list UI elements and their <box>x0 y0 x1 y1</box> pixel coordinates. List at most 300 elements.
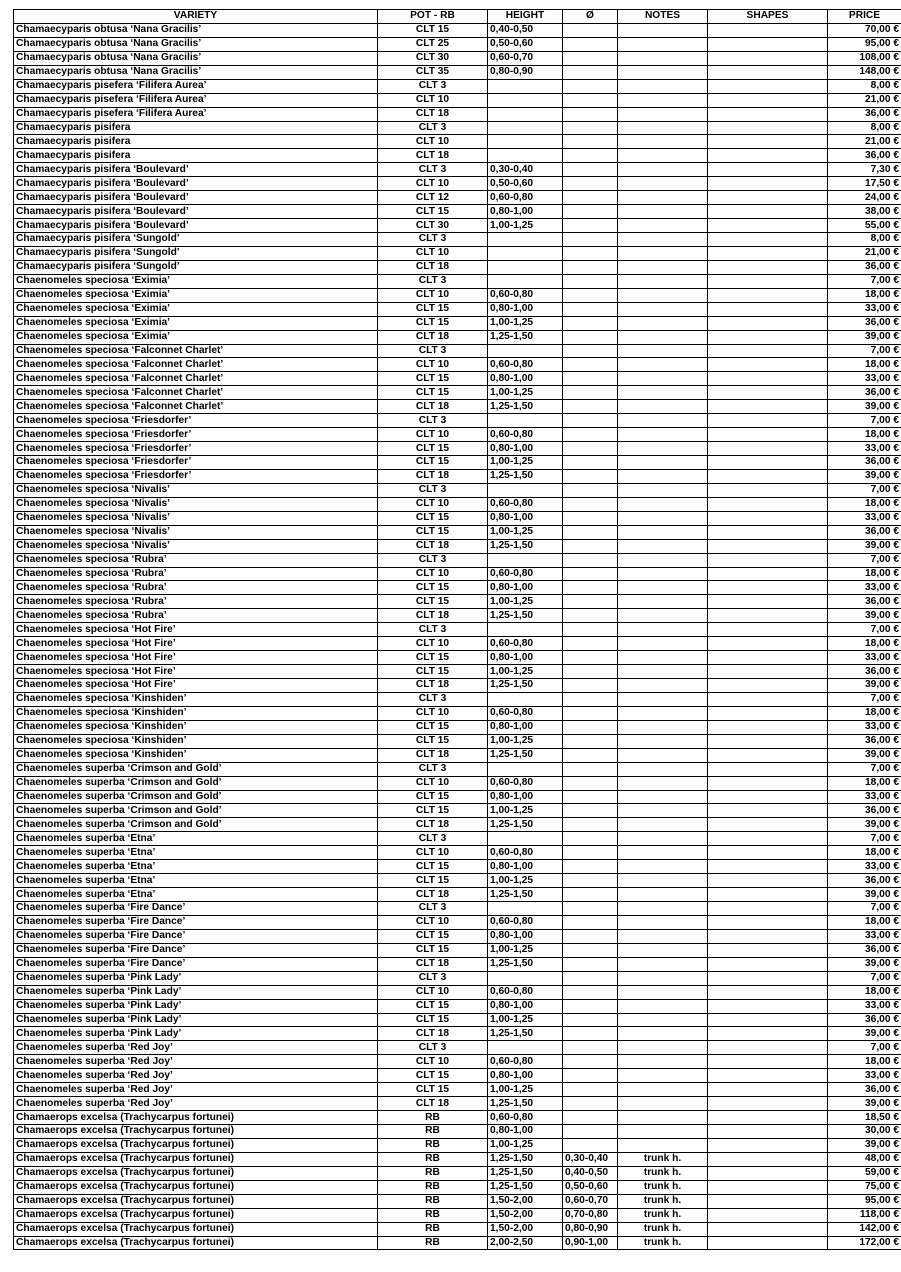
variety-cell: Chaenomeles superba ‘Crimson and Gold’ <box>14 818 378 832</box>
shapes-cell <box>708 1097 828 1111</box>
diameter-cell <box>563 692 618 706</box>
shapes-cell <box>708 720 828 734</box>
variety-cell: Chaenomeles speciosa ‘Rubra’ <box>14 609 378 623</box>
shapes-cell <box>708 428 828 442</box>
price-cell: 33,00 € <box>828 790 901 804</box>
notes-cell <box>618 525 708 539</box>
price-cell: 7,00 € <box>828 274 901 288</box>
shapes-cell <box>708 191 828 205</box>
pot-cell: CLT 25 <box>378 37 488 51</box>
price-cell: 18,00 € <box>828 706 901 720</box>
table-row <box>14 469 901 483</box>
diameter-cell <box>563 302 618 316</box>
price-cell: 33,00 € <box>828 999 901 1013</box>
diameter-cell <box>563 163 618 177</box>
price-cell: 7,00 € <box>828 344 901 358</box>
diameter-cell <box>563 929 618 943</box>
notes-cell <box>618 456 708 470</box>
height-cell: 0,60-0,80 <box>488 358 563 372</box>
notes-cell <box>618 818 708 832</box>
shapes-cell <box>708 177 828 191</box>
height-cell: 1,00-1,25 <box>488 1013 563 1027</box>
price-cell: 33,00 € <box>828 651 901 665</box>
variety-cell: Chamaecyparis pisefera ‘Filifera Aurea’ <box>14 107 378 121</box>
height-cell: 0,80-1,00 <box>488 999 563 1013</box>
height-cell: 1,25-1,50 <box>488 609 563 623</box>
pot-cell: CLT 10 <box>378 497 488 511</box>
pot-cell: CLT 3 <box>378 623 488 637</box>
diameter-cell <box>563 943 618 957</box>
notes-cell <box>618 748 708 762</box>
shapes-cell <box>708 1041 828 1055</box>
shapes-cell <box>708 1222 828 1236</box>
notes-cell <box>618 205 708 219</box>
price-cell: 18,00 € <box>828 288 901 302</box>
diameter-cell <box>563 442 618 456</box>
diameter-cell <box>563 65 618 79</box>
shapes-cell <box>708 1069 828 1083</box>
notes-cell <box>618 999 708 1013</box>
notes-cell <box>618 1111 708 1125</box>
table-row <box>14 386 901 400</box>
diameter-cell <box>563 762 618 776</box>
diameter-cell <box>563 483 618 497</box>
pot-cell: CLT 3 <box>378 163 488 177</box>
height-cell: 0,80-1,00 <box>488 511 563 525</box>
height-cell: 0,60-0,80 <box>488 915 563 929</box>
price-cell: 18,00 € <box>828 428 901 442</box>
notes-cell <box>618 1125 708 1139</box>
variety-cell: Chaenomeles superba ‘Red Joy’ <box>14 1041 378 1055</box>
shapes-cell <box>708 37 828 51</box>
diameter-cell <box>563 107 618 121</box>
variety-cell: Chamaecyparis pisifera ‘Sungold’ <box>14 246 378 260</box>
table-row <box>14 832 901 846</box>
diameter-cell <box>563 581 618 595</box>
shapes-cell <box>708 1152 828 1166</box>
height-cell: 1,25-1,50 <box>488 469 563 483</box>
price-cell: 36,00 € <box>828 734 901 748</box>
height-cell: 0,80-1,00 <box>488 302 563 316</box>
diameter-cell <box>563 832 618 846</box>
notes-cell <box>618 846 708 860</box>
notes-cell <box>618 1083 708 1097</box>
shapes-cell <box>708 205 828 219</box>
shapes-cell <box>708 957 828 971</box>
height-cell: 0,80-1,00 <box>488 581 563 595</box>
table-row <box>14 888 901 902</box>
shapes-cell <box>708 65 828 79</box>
notes-cell <box>618 511 708 525</box>
notes-cell: trunk h. <box>618 1166 708 1180</box>
notes-cell <box>618 400 708 414</box>
shapes-cell <box>708 623 828 637</box>
height-cell: 1,00-1,25 <box>488 316 563 330</box>
notes-cell <box>618 274 708 288</box>
height-cell <box>488 414 563 428</box>
notes-cell <box>618 971 708 985</box>
table-row <box>14 846 901 860</box>
diameter-cell <box>563 260 618 274</box>
shapes-cell <box>708 692 828 706</box>
height-cell: 1,25-1,50 <box>488 957 563 971</box>
table-row <box>14 595 901 609</box>
diameter-cell <box>563 1083 618 1097</box>
price-cell: 33,00 € <box>828 860 901 874</box>
notes-cell <box>618 23 708 37</box>
shapes-cell <box>708 679 828 693</box>
height-cell <box>488 246 563 260</box>
table-row <box>14 1180 901 1194</box>
diameter-cell <box>563 985 618 999</box>
table-row <box>14 1055 901 1069</box>
pot-cell: CLT 18 <box>378 1097 488 1111</box>
variety-cell: Chamaecyparis pisefera ‘Filifera Aurea’ <box>14 79 378 93</box>
shapes-cell <box>708 163 828 177</box>
shapes-cell <box>708 1138 828 1152</box>
shapes-cell <box>708 1208 828 1222</box>
diameter-cell <box>563 456 618 470</box>
table-header-row <box>14 10 901 24</box>
notes-cell <box>618 233 708 247</box>
pot-cell: CLT 10 <box>378 985 488 999</box>
table-row <box>14 344 901 358</box>
diameter-cell <box>563 665 618 679</box>
variety-cell: Chamaecyparis obtusa ‘Nana Gracilis’ <box>14 23 378 37</box>
diameter-cell <box>563 818 618 832</box>
shapes-cell <box>708 121 828 135</box>
height-cell <box>488 135 563 149</box>
height-cell: 0,50-0,60 <box>488 37 563 51</box>
pot-cell: CLT 18 <box>378 1027 488 1041</box>
variety-cell: Chaenomeles speciosa ‘Rubra’ <box>14 595 378 609</box>
pot-cell: CLT 3 <box>378 274 488 288</box>
price-cell: 36,00 € <box>828 525 901 539</box>
price-cell: 33,00 € <box>828 720 901 734</box>
notes-cell <box>618 679 708 693</box>
shapes-cell <box>708 79 828 93</box>
table-row <box>14 93 901 107</box>
pot-cell: CLT 3 <box>378 902 488 916</box>
notes-cell <box>618 734 708 748</box>
shapes-cell <box>708 776 828 790</box>
diameter-cell <box>563 400 618 414</box>
table-row <box>14 665 901 679</box>
height-cell: 0,80-1,00 <box>488 372 563 386</box>
shapes-cell <box>708 149 828 163</box>
pot-cell: RB <box>378 1236 488 1250</box>
price-cell: 172,00 € <box>828 1236 901 1250</box>
price-cell: 36,00 € <box>828 107 901 121</box>
table-row <box>14 302 901 316</box>
notes-cell <box>618 637 708 651</box>
height-cell: 1,25-1,50 <box>488 400 563 414</box>
pot-cell: CLT 18 <box>378 609 488 623</box>
price-cell: 75,00 € <box>828 1180 901 1194</box>
notes-cell <box>618 219 708 233</box>
price-cell: 18,00 € <box>828 915 901 929</box>
variety-cell: Chaenomeles superba ‘Red Joy’ <box>14 1055 378 1069</box>
variety-cell: Chaenomeles superba ‘Red Joy’ <box>14 1069 378 1083</box>
shapes-cell <box>708 400 828 414</box>
shapes-cell <box>708 1236 828 1250</box>
variety-cell: Chaenomeles speciosa ‘Eximia’ <box>14 288 378 302</box>
pot-cell: CLT 3 <box>378 344 488 358</box>
height-cell: 1,25-1,50 <box>488 818 563 832</box>
notes-cell <box>618 706 708 720</box>
diameter-cell <box>563 344 618 358</box>
price-cell: 33,00 € <box>828 581 901 595</box>
pot-cell: CLT 18 <box>378 957 488 971</box>
pot-cell: CLT 15 <box>378 929 488 943</box>
shapes-cell <box>708 846 828 860</box>
height-cell: 0,80-1,00 <box>488 651 563 665</box>
notes-cell <box>618 246 708 260</box>
diameter-cell <box>563 679 618 693</box>
diameter-cell <box>563 1069 618 1083</box>
diameter-cell <box>563 358 618 372</box>
price-cell: 142,00 € <box>828 1222 901 1236</box>
shapes-cell <box>708 260 828 274</box>
diameter-cell <box>563 595 618 609</box>
notes-cell <box>618 149 708 163</box>
notes-cell <box>618 1138 708 1152</box>
variety-cell: Chaenomeles superba ‘Fire Dance’ <box>14 902 378 916</box>
table-row <box>14 818 901 832</box>
height-cell <box>488 623 563 637</box>
table-row <box>14 1208 901 1222</box>
height-cell <box>488 93 563 107</box>
diameter-cell: 0,90-1,00 <box>563 1236 618 1250</box>
table-row <box>14 1125 901 1139</box>
notes-cell: trunk h. <box>618 1208 708 1222</box>
notes-cell <box>618 469 708 483</box>
notes-cell <box>618 776 708 790</box>
shapes-cell <box>708 874 828 888</box>
pot-cell: CLT 15 <box>378 456 488 470</box>
variety-cell: Chamaecyparis pisifera <box>14 135 378 149</box>
pot-cell: CLT 15 <box>378 205 488 219</box>
notes-cell <box>618 93 708 107</box>
pot-cell: CLT 3 <box>378 832 488 846</box>
variety-cell: Chaenomeles speciosa ‘Falconnet Charlet’ <box>14 372 378 386</box>
height-cell: 1,50-2,00 <box>488 1208 563 1222</box>
height-cell: 0,60-0,80 <box>488 706 563 720</box>
diameter-cell: 0,30-0,40 <box>563 1152 618 1166</box>
pot-cell: CLT 15 <box>378 316 488 330</box>
diameter-cell <box>563 511 618 525</box>
notes-cell <box>618 692 708 706</box>
diameter-cell <box>563 804 618 818</box>
price-cell: 36,00 € <box>828 386 901 400</box>
price-cell: 36,00 € <box>828 316 901 330</box>
variety-cell: Chamaecyparis pisifera ‘Boulevard’ <box>14 177 378 191</box>
pot-cell: CLT 15 <box>378 720 488 734</box>
pot-cell: CLT 15 <box>378 1069 488 1083</box>
header-diameter: Ø <box>563 10 618 24</box>
shapes-cell <box>708 330 828 344</box>
variety-cell: Chaenomeles superba ‘Crimson and Gold’ <box>14 776 378 790</box>
notes-cell <box>618 442 708 456</box>
diameter-cell <box>563 1041 618 1055</box>
height-cell: 0,80-1,00 <box>488 1069 563 1083</box>
notes-cell <box>618 330 708 344</box>
price-cell: 7,00 € <box>828 553 901 567</box>
height-cell: 0,80-1,00 <box>488 1125 563 1139</box>
height-cell: 1,25-1,50 <box>488 539 563 553</box>
table-row <box>14 1041 901 1055</box>
table-row <box>14 971 901 985</box>
shapes-cell <box>708 999 828 1013</box>
variety-cell: Chaenomeles superba ‘Etna’ <box>14 832 378 846</box>
diameter-cell <box>563 720 618 734</box>
variety-cell: Chaenomeles superba ‘Crimson and Gold’ <box>14 762 378 776</box>
table-row <box>14 177 901 191</box>
diameter-cell <box>563 93 618 107</box>
shapes-cell <box>708 888 828 902</box>
height-cell: 0,80-0,90 <box>488 65 563 79</box>
diameter-cell <box>563 205 618 219</box>
table-row <box>14 776 901 790</box>
price-cell: 33,00 € <box>828 302 901 316</box>
shapes-cell <box>708 665 828 679</box>
diameter-cell <box>563 37 618 51</box>
price-cell: 39,00 € <box>828 609 901 623</box>
shapes-cell <box>708 274 828 288</box>
pot-cell: RB <box>378 1166 488 1180</box>
pot-cell: CLT 15 <box>378 874 488 888</box>
pot-cell: CLT 10 <box>378 246 488 260</box>
variety-cell: Chamaecyparis pisifera <box>14 149 378 163</box>
diameter-cell <box>563 1055 618 1069</box>
diameter-cell <box>563 469 618 483</box>
notes-cell <box>618 539 708 553</box>
table-row <box>14 1069 901 1083</box>
diameter-cell <box>563 246 618 260</box>
diameter-cell <box>563 1027 618 1041</box>
notes-cell <box>618 121 708 135</box>
header-variety: VARIETY <box>14 10 378 24</box>
table-row <box>14 358 901 372</box>
diameter-cell: 0,70-0,80 <box>563 1208 618 1222</box>
variety-cell: Chamaecyparis pisifera <box>14 121 378 135</box>
table-row <box>14 149 901 163</box>
shapes-cell <box>708 581 828 595</box>
variety-cell: Chamaecyparis pisifera ‘Boulevard’ <box>14 163 378 177</box>
variety-cell: Chaenomeles superba ‘Fire Dance’ <box>14 943 378 957</box>
table-row <box>14 999 901 1013</box>
diameter-cell <box>563 567 618 581</box>
shapes-cell <box>708 943 828 957</box>
variety-cell: Chaenomeles speciosa ‘Nivalis’ <box>14 525 378 539</box>
table-row <box>14 428 901 442</box>
notes-cell <box>618 720 708 734</box>
pot-cell: RB <box>378 1152 488 1166</box>
shapes-cell <box>708 971 828 985</box>
pot-cell: RB <box>378 1222 488 1236</box>
pot-cell: CLT 15 <box>378 23 488 37</box>
pot-cell: CLT 15 <box>378 999 488 1013</box>
variety-cell: Chaenomeles speciosa ‘Falconnet Charlet’ <box>14 386 378 400</box>
table-row <box>14 37 901 51</box>
notes-cell <box>618 609 708 623</box>
height-cell <box>488 344 563 358</box>
shapes-cell <box>708 902 828 916</box>
height-cell: 2,00-2,50 <box>488 1236 563 1250</box>
shapes-cell <box>708 790 828 804</box>
header-price: PRICE <box>828 10 901 24</box>
table-row <box>14 720 901 734</box>
table-row <box>14 804 901 818</box>
pot-cell: CLT 15 <box>378 386 488 400</box>
diameter-cell <box>563 874 618 888</box>
height-cell: 0,60-0,80 <box>488 1055 563 1069</box>
height-cell: 0,60-0,80 <box>488 288 563 302</box>
height-cell: 0,60-0,80 <box>488 985 563 999</box>
pot-cell: CLT 15 <box>378 651 488 665</box>
price-cell: 108,00 € <box>828 51 901 65</box>
table-row <box>14 51 901 65</box>
table-row <box>14 330 901 344</box>
table-row <box>14 1194 901 1208</box>
price-cell: 7,00 € <box>828 832 901 846</box>
price-cell: 18,00 € <box>828 985 901 999</box>
table-row <box>14 260 901 274</box>
table-row <box>14 497 901 511</box>
height-cell: 1,00-1,25 <box>488 734 563 748</box>
height-cell: 0,80-1,00 <box>488 442 563 456</box>
table-row <box>14 483 901 497</box>
table-row <box>14 1027 901 1041</box>
variety-cell: Chaenomeles speciosa ‘Rubra’ <box>14 553 378 567</box>
height-cell: 0,60-0,80 <box>488 497 563 511</box>
diameter-cell <box>563 1125 618 1139</box>
pot-cell: CLT 10 <box>378 567 488 581</box>
variety-cell: Chaenomeles superba ‘Crimson and Gold’ <box>14 790 378 804</box>
shapes-cell <box>708 567 828 581</box>
pot-cell: CLT 30 <box>378 219 488 233</box>
table-row <box>14 135 901 149</box>
shapes-cell <box>708 539 828 553</box>
price-cell: 39,00 € <box>828 888 901 902</box>
diameter-cell <box>563 846 618 860</box>
price-list-sheet <box>13 9 901 1250</box>
shapes-cell <box>708 1013 828 1027</box>
variety-cell: Chaenomeles superba ‘Pink Lady’ <box>14 1013 378 1027</box>
height-cell: 0,60-0,80 <box>488 637 563 651</box>
shapes-cell <box>708 456 828 470</box>
price-cell: 21,00 € <box>828 93 901 107</box>
pot-cell: CLT 15 <box>378 595 488 609</box>
variety-cell: Chaenomeles speciosa ‘Nivalis’ <box>14 511 378 525</box>
height-cell <box>488 121 563 135</box>
table-row <box>14 762 901 776</box>
variety-cell: Chaenomeles speciosa ‘Friesdorfer’ <box>14 456 378 470</box>
pot-cell: CLT 18 <box>378 107 488 121</box>
pot-cell: CLT 15 <box>378 442 488 456</box>
pot-cell: CLT 15 <box>378 734 488 748</box>
shapes-cell <box>708 1111 828 1125</box>
pot-cell: CLT 3 <box>378 1041 488 1055</box>
diameter-cell: 0,50-0,60 <box>563 1180 618 1194</box>
header-shapes: SHAPES <box>708 10 828 24</box>
variety-cell: Chamaecyparis pisifera ‘Sungold’ <box>14 233 378 247</box>
notes-cell <box>618 957 708 971</box>
table-row <box>14 1138 901 1152</box>
height-cell: 0,60-0,80 <box>488 191 563 205</box>
notes-cell <box>618 107 708 121</box>
pot-cell: CLT 15 <box>378 665 488 679</box>
